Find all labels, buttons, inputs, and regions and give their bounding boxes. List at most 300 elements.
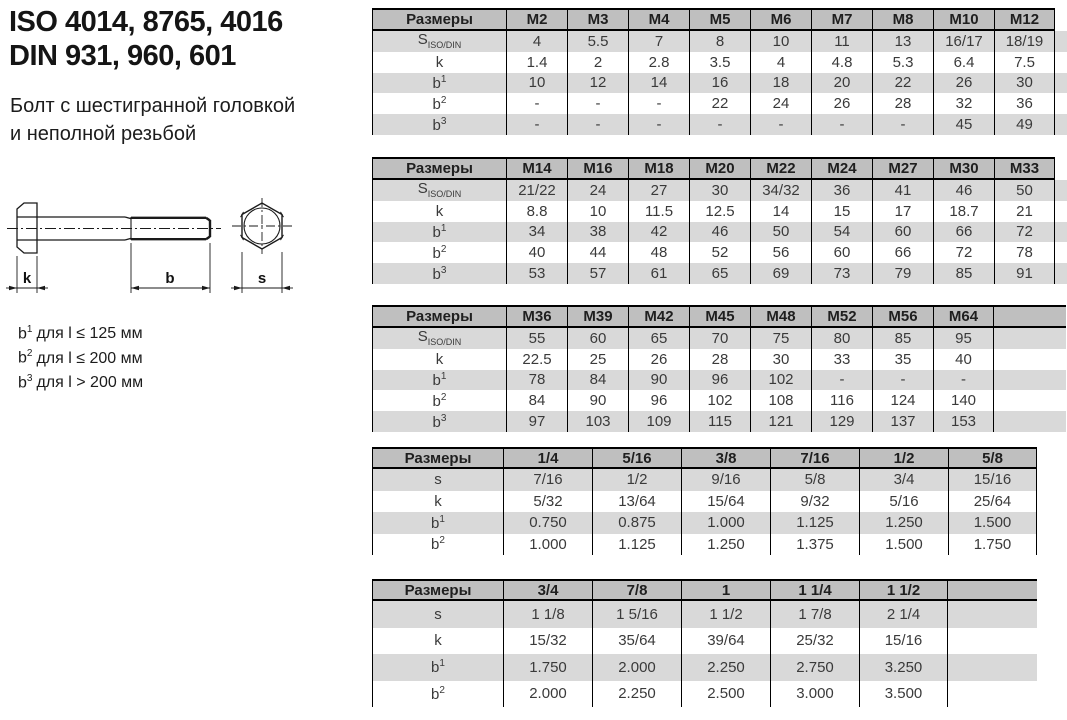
value-cell: 1 5/16	[592, 601, 681, 628]
table-header-row	[372, 8, 1067, 31]
value-cell: 33	[811, 349, 872, 370]
column-header-cell: M2	[506, 8, 567, 31]
trailing-cell	[948, 628, 1037, 655]
row-label-cell: $b^2$	[372, 390, 506, 411]
value-cell: 60	[872, 222, 933, 243]
column-header-cell: M48	[750, 305, 811, 328]
value-cell: 28	[689, 349, 750, 370]
column-header-cell: M12	[994, 8, 1055, 31]
value-cell: 56	[750, 242, 811, 263]
table-header-row	[372, 305, 1066, 328]
footnote-symbol: b	[18, 325, 27, 343]
value-cell: 91	[994, 263, 1055, 284]
value-cell: 57	[567, 263, 628, 284]
table-row	[372, 328, 1066, 349]
table-row	[372, 390, 1066, 411]
value-cell: 1.500	[859, 534, 948, 556]
value-cell: 84	[567, 370, 628, 391]
value-cell: 46	[933, 180, 994, 201]
trailing-cell	[948, 654, 1037, 681]
trailing-cell	[1055, 242, 1067, 263]
trailing-cell	[948, 681, 1037, 708]
value-cell: 73	[811, 263, 872, 284]
value-cell: 26	[628, 349, 689, 370]
value-cell: 36	[811, 180, 872, 201]
value-cell: 16	[689, 73, 750, 94]
value-cell: 25/32	[770, 628, 859, 655]
row-label-cell: $b^3$	[372, 411, 506, 432]
value-cell: 70	[689, 328, 750, 349]
value-cell: 50	[994, 180, 1055, 201]
trailing-cell	[994, 349, 1066, 370]
column-header-cell: M8	[872, 8, 933, 31]
value-cell: 15/32	[503, 628, 592, 655]
value-cell: 60	[567, 328, 628, 349]
page-title	[9, 5, 283, 73]
value-cell: -	[628, 93, 689, 114]
value-cell: 115	[689, 411, 750, 432]
value-cell: 78	[994, 242, 1055, 263]
value-cell: 97	[506, 411, 567, 432]
table-row	[372, 52, 1067, 73]
footnote-b3	[18, 369, 143, 393]
table-row	[372, 73, 1067, 94]
value-cell: -	[506, 114, 567, 135]
value-cell: -	[628, 114, 689, 135]
value-cell: 1.250	[859, 512, 948, 534]
trailing-cell	[1055, 222, 1067, 243]
value-cell: 30	[689, 180, 750, 201]
value-cell: 21	[994, 201, 1055, 222]
value-cell: 24	[567, 180, 628, 201]
value-cell: 3.250	[859, 654, 948, 681]
value-cell: 129	[811, 411, 872, 432]
value-cell: -	[689, 114, 750, 135]
table-row	[372, 491, 1037, 513]
value-cell: 3.500	[859, 681, 948, 708]
column-header-cell: 3/4	[503, 579, 592, 601]
column-header-cell: M52	[811, 305, 872, 328]
value-cell: 78	[506, 370, 567, 391]
column-header-cell: M64	[933, 305, 994, 328]
value-cell: 1.125	[770, 512, 859, 534]
table-row	[372, 93, 1067, 114]
value-cell: 15/16	[859, 628, 948, 655]
column-header-cell: 3/8	[681, 447, 770, 469]
table-row	[372, 242, 1067, 263]
value-cell: 2.250	[681, 654, 770, 681]
value-cell: 116	[811, 390, 872, 411]
value-cell: 108	[750, 390, 811, 411]
value-cell: 2.250	[592, 681, 681, 708]
value-cell: 45	[933, 114, 994, 135]
value-cell: 15/64	[681, 491, 770, 513]
row-label-cell: $b^3$	[372, 263, 506, 284]
value-cell: 24	[750, 93, 811, 114]
value-cell: 103	[567, 411, 628, 432]
value-cell: 1.250	[681, 534, 770, 556]
footnote-b1	[18, 320, 143, 344]
value-cell: 50	[750, 222, 811, 243]
value-cell: -	[811, 114, 872, 135]
column-header-cell: M20	[689, 157, 750, 180]
value-cell: 5/32	[503, 491, 592, 513]
value-cell: 12.5	[689, 201, 750, 222]
value-cell: 44	[567, 242, 628, 263]
table-metric-m36-m64	[372, 305, 1066, 432]
row-label-cell: $b^1$	[372, 73, 506, 94]
value-cell: 26	[933, 73, 994, 94]
value-cell: 10	[567, 201, 628, 222]
value-cell: -	[811, 370, 872, 391]
value-cell: 7/16	[503, 469, 592, 491]
value-cell: 8	[689, 31, 750, 52]
column-header-cell: M39	[567, 305, 628, 328]
table-imperial-small	[372, 447, 1037, 555]
value-cell: 1.125	[592, 534, 681, 556]
value-cell: 26	[811, 93, 872, 114]
bolt-diagram	[5, 190, 305, 305]
table-corner-cell: Размеры	[372, 157, 506, 180]
title-line-1: ISO 4014, 8765, 4016	[9, 6, 283, 38]
table-metric-m2-m12	[372, 8, 1067, 135]
value-cell: 85	[872, 328, 933, 349]
value-cell: -	[750, 114, 811, 135]
value-cell: 55	[506, 328, 567, 349]
value-cell: 65	[628, 328, 689, 349]
value-cell: 40	[933, 349, 994, 370]
trailing-cell	[994, 328, 1066, 349]
value-cell: 5.3	[872, 52, 933, 73]
value-cell: 30	[750, 349, 811, 370]
value-cell: 72	[933, 242, 994, 263]
table-corner-cell: Размеры	[372, 8, 506, 31]
value-cell: 3/4	[859, 469, 948, 491]
value-cell: 1 7/8	[770, 601, 859, 628]
value-cell: 46	[689, 222, 750, 243]
row-label-cell: k	[372, 628, 503, 655]
dimension-k-label: k	[22, 270, 32, 287]
trailing-cell	[1055, 31, 1067, 52]
value-cell: 39/64	[681, 628, 770, 655]
column-header-cell: M16	[567, 157, 628, 180]
table-row	[372, 263, 1067, 284]
value-cell: 53	[506, 263, 567, 284]
value-cell: 2.750	[770, 654, 859, 681]
value-cell: 11.5	[628, 201, 689, 222]
value-cell: 15	[811, 201, 872, 222]
trailing-cell	[994, 390, 1066, 411]
value-cell: 10	[506, 73, 567, 94]
column-header-cell: M42	[628, 305, 689, 328]
value-cell: 109	[628, 411, 689, 432]
column-header-cell: M3	[567, 8, 628, 31]
table-row	[372, 31, 1067, 52]
value-cell: 8.8	[506, 201, 567, 222]
row-label-cell: $S_{ISO/DIN}$	[372, 31, 506, 52]
value-cell: 1.750	[503, 654, 592, 681]
value-cell: 32	[933, 93, 994, 114]
value-cell: 2.000	[503, 681, 592, 708]
trailing-cell	[994, 411, 1066, 432]
value-cell: 2.500	[681, 681, 770, 708]
value-cell: 85	[933, 263, 994, 284]
column-header-cell: M7	[811, 8, 872, 31]
trailing-cell	[1055, 93, 1067, 114]
value-cell: 3.5	[689, 52, 750, 73]
row-label-cell: k	[372, 349, 506, 370]
empty-header-cell	[994, 305, 1066, 328]
value-cell: 2.8	[628, 52, 689, 73]
value-cell: 140	[933, 390, 994, 411]
value-cell: 1 1/2	[681, 601, 770, 628]
table-row	[372, 601, 1037, 628]
table-row	[372, 370, 1066, 391]
footnote-text: для l > 200 мм	[36, 373, 144, 391]
table-row	[372, 180, 1067, 201]
trailing-cell	[994, 370, 1066, 391]
value-cell: 49	[994, 114, 1055, 135]
row-label-cell: $S_{ISO/DIN}$	[372, 328, 506, 349]
value-cell: 25	[567, 349, 628, 370]
value-cell: 34	[506, 222, 567, 243]
column-header-cell: 5/8	[948, 447, 1037, 469]
value-cell: 11	[811, 31, 872, 52]
table-corner-cell: Размеры	[372, 305, 506, 328]
trailing-cell	[1055, 73, 1067, 94]
value-cell: 1.000	[503, 534, 592, 556]
table-row	[372, 469, 1037, 491]
value-cell: 18.7	[933, 201, 994, 222]
row-label-cell: $b^1$	[372, 512, 503, 534]
value-cell: 90	[628, 370, 689, 391]
value-cell: 84	[506, 390, 567, 411]
footnotes	[18, 320, 143, 393]
value-cell: 96	[689, 370, 750, 391]
value-cell: 30	[994, 73, 1055, 94]
table-row	[372, 654, 1037, 681]
table-row	[372, 411, 1066, 432]
value-cell: 75	[750, 328, 811, 349]
table-row	[372, 534, 1037, 556]
value-cell: 7.5	[994, 52, 1055, 73]
value-cell: 102	[689, 390, 750, 411]
value-cell: 17	[872, 201, 933, 222]
footnote-sup: 3	[26, 372, 33, 384]
value-cell: 36	[994, 93, 1055, 114]
table-corner-cell: Размеры	[372, 447, 503, 469]
value-cell: 95	[933, 328, 994, 349]
value-cell: 121	[750, 411, 811, 432]
value-cell: 124	[872, 390, 933, 411]
table-header-row	[372, 579, 1037, 601]
value-cell: 40	[506, 242, 567, 263]
column-header-cell: M33	[994, 157, 1055, 180]
column-header-cell: M36	[506, 305, 567, 328]
value-cell: -	[872, 370, 933, 391]
value-cell: 1.4	[506, 52, 567, 73]
table-corner-cell: Размеры	[372, 579, 503, 601]
subtitle-line-1: Болт с шестигранной головкой	[10, 95, 296, 117]
value-cell: 9/16	[681, 469, 770, 491]
value-cell: 14	[628, 73, 689, 94]
value-cell: 79	[872, 263, 933, 284]
value-cell: 65	[689, 263, 750, 284]
row-label-cell: $b^2$	[372, 534, 503, 556]
value-cell: 72	[994, 222, 1055, 243]
table-row	[372, 512, 1037, 534]
value-cell: 1.000	[681, 512, 770, 534]
value-cell: 69	[750, 263, 811, 284]
value-cell: 1 1/8	[503, 601, 592, 628]
trailing-cell	[1055, 114, 1067, 135]
column-header-cell: 1/4	[503, 447, 592, 469]
value-cell: 60	[811, 242, 872, 263]
value-cell: 12	[567, 73, 628, 94]
table-row	[372, 628, 1037, 655]
empty-header-cell	[948, 579, 1037, 601]
value-cell: 0.750	[503, 512, 592, 534]
column-header-cell: M6	[750, 8, 811, 31]
table-metric-m14-m33	[372, 157, 1067, 284]
column-header-cell: 7/8	[592, 579, 681, 601]
value-cell: 38	[567, 222, 628, 243]
value-cell: 35/64	[592, 628, 681, 655]
column-header-cell: M14	[506, 157, 567, 180]
table-row	[372, 114, 1067, 135]
value-cell: 18/19	[994, 31, 1055, 52]
value-cell: 10	[750, 31, 811, 52]
value-cell: -	[872, 114, 933, 135]
trailing-cell	[948, 601, 1037, 628]
value-cell: 5/8	[770, 469, 859, 491]
value-cell: 96	[628, 390, 689, 411]
footnote-sup: 2	[26, 348, 33, 360]
column-header-cell: 1	[681, 579, 770, 601]
value-cell: 13	[872, 31, 933, 52]
value-cell: 5.5	[567, 31, 628, 52]
table-row	[372, 222, 1067, 243]
value-cell: 35	[872, 349, 933, 370]
row-label-cell: k	[372, 201, 506, 222]
hex-end-view	[232, 198, 292, 254]
value-cell: 27	[628, 180, 689, 201]
value-cell: 4	[506, 31, 567, 52]
table-header-row	[372, 447, 1037, 469]
footnote-text: для l ≤ 125 мм	[36, 325, 143, 343]
value-cell: 137	[872, 411, 933, 432]
column-header-cell: M24	[811, 157, 872, 180]
value-cell: 1/2	[592, 469, 681, 491]
value-cell: 3.000	[770, 681, 859, 708]
value-cell: 16/17	[933, 31, 994, 52]
row-label-cell: $b^2$	[372, 681, 503, 708]
column-header-cell: M56	[872, 305, 933, 328]
trailing-cell	[1055, 180, 1067, 201]
value-cell: 52	[689, 242, 750, 263]
value-cell: 4	[750, 52, 811, 73]
table-imperial-large	[372, 579, 1037, 707]
value-cell: 21/22	[506, 180, 567, 201]
value-cell: 0.875	[592, 512, 681, 534]
value-cell: 22.5	[506, 349, 567, 370]
footnote-symbol: b	[18, 349, 27, 367]
value-cell: 1.375	[770, 534, 859, 556]
bolt-head	[17, 203, 37, 253]
value-cell: 20	[811, 73, 872, 94]
value-cell: -	[567, 114, 628, 135]
column-header-cell: M4	[628, 8, 689, 31]
header-overhang	[1055, 8, 1067, 31]
value-cell: 6.4	[933, 52, 994, 73]
value-cell: 2	[567, 52, 628, 73]
footnote-sup: 1	[26, 324, 33, 335]
row-label-cell: $b^2$	[372, 242, 506, 263]
value-cell: 2.000	[592, 654, 681, 681]
row-label-cell: s	[372, 469, 503, 491]
column-header-cell: M45	[689, 305, 750, 328]
value-cell: 22	[872, 73, 933, 94]
row-label-cell: s	[372, 601, 503, 628]
trailing-cell	[1055, 201, 1067, 222]
row-label-cell: $b^1$	[372, 654, 503, 681]
value-cell: 13/64	[592, 491, 681, 513]
value-cell: -	[506, 93, 567, 114]
footnote-text: для l ≤ 200 мм	[36, 349, 143, 367]
footnote-symbol: b	[18, 373, 27, 391]
dimension-s-label: s	[257, 270, 267, 287]
value-cell: 15/16	[948, 469, 1037, 491]
row-label-cell: $S_{ISO/DIN}$	[372, 180, 506, 201]
value-cell: 1.750	[948, 534, 1037, 556]
trailing-cell	[1055, 263, 1067, 284]
row-label-cell: $b^2$	[372, 93, 506, 114]
value-cell: 54	[811, 222, 872, 243]
value-cell: 25/64	[948, 491, 1037, 513]
column-header-cell: 5/16	[592, 447, 681, 469]
column-header-cell: M18	[628, 157, 689, 180]
value-cell: 18	[750, 73, 811, 94]
table-row	[372, 681, 1037, 708]
header-overhang	[1055, 157, 1067, 180]
subtitle-line-2: и неполной резьбой	[10, 123, 197, 145]
value-cell: 28	[872, 93, 933, 114]
value-cell: -	[567, 93, 628, 114]
value-cell: 48	[628, 242, 689, 263]
value-cell: 9/32	[770, 491, 859, 513]
row-label-cell: $b^1$	[372, 370, 506, 391]
value-cell: 34/32	[750, 180, 811, 201]
column-header-cell: M10	[933, 8, 994, 31]
column-header-cell: M5	[689, 8, 750, 31]
value-cell: 66	[933, 222, 994, 243]
table-row	[372, 201, 1067, 222]
value-cell: 41	[872, 180, 933, 201]
page-subtitle	[10, 92, 295, 148]
column-header-cell: M30	[933, 157, 994, 180]
value-cell: 61	[628, 263, 689, 284]
row-label-cell: k	[372, 491, 503, 513]
value-cell: 42	[628, 222, 689, 243]
value-cell: 1.500	[948, 512, 1037, 534]
column-header-cell: 7/16	[770, 447, 859, 469]
row-label-cell: k	[372, 52, 506, 73]
table-header-row	[372, 157, 1067, 180]
column-header-cell: 1 1/2	[859, 579, 948, 601]
value-cell: 90	[567, 390, 628, 411]
value-cell: 66	[872, 242, 933, 263]
value-cell: 22	[689, 93, 750, 114]
